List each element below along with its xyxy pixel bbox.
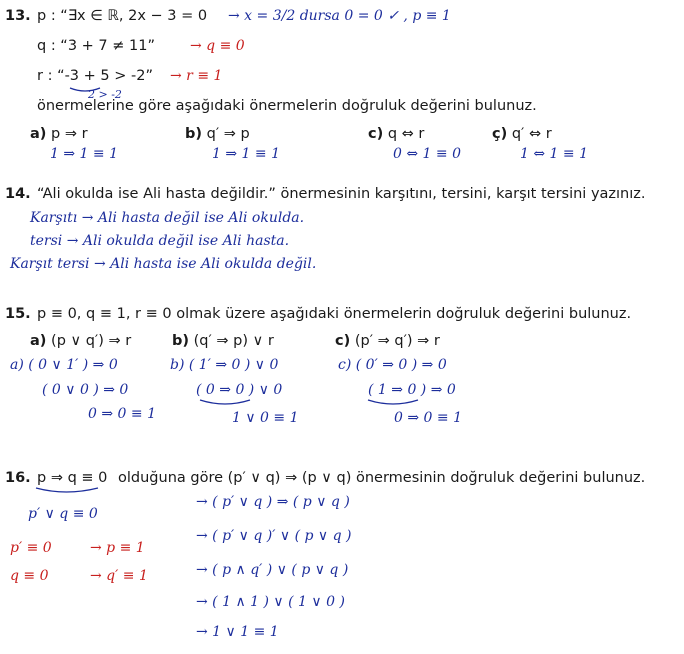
option-label: a) — [30, 333, 47, 349]
option-label: c) — [335, 333, 351, 349]
q16-left-step-4: q ≡ 0 — [10, 568, 49, 584]
q13-instruction: önermelerine göre aşağıdaki önermelerin doğruluk değerini bulunuz. — [37, 98, 537, 114]
underline-stroke — [200, 400, 250, 404]
option-expr: q′ ⇒ p — [206, 126, 250, 142]
q16-right-step-2: → ( p′ ∨ q )′ ∨ ( p ∨ q ) — [196, 528, 352, 544]
option-label: a) — [30, 126, 47, 142]
q13-answer-b: 1 ⇒ 1 ≡ 1 — [212, 146, 280, 162]
q16-right-step-1: → ( p′ ∨ q ) ⇒ ( p ∨ q ) — [196, 494, 350, 510]
q15-option-c — [335, 333, 440, 349]
q15-b-step-2: ( 0 ⇒ 0 ) ∨ 0 — [196, 382, 283, 398]
option-expr: (q′ ⇒ p) ∨ r — [193, 333, 274, 349]
q13-answer-cc: 1 ⇔ 1 ≡ 1 — [520, 146, 588, 162]
option-expr: q′ ⇔ r — [511, 126, 552, 142]
q14-answer-converse: Karşıtı → Ali hasta değil ise Ali okulda. — [30, 210, 305, 226]
q15-option-a — [30, 333, 131, 349]
q16-right-step-3: → ( p ∧ q′ ) ∨ ( p ∨ q ) — [196, 562, 349, 578]
option-expr: (p ∨ q′) ⇒ r — [51, 333, 132, 349]
q13-number: 13. — [5, 8, 31, 24]
q13-answer-a: 1 ⇒ 1 ≡ 1 — [50, 146, 118, 162]
option-label: ç) — [492, 126, 508, 142]
q16-premise: p ⇒ q ≡ 0 — [37, 470, 108, 486]
option-expr: q ⇔ r — [387, 126, 425, 142]
q15-option-b — [172, 333, 274, 349]
q16-left-step-3: → p ≡ 1 — [90, 540, 145, 556]
q15-c-step-3: 0 ⇒ 0 ≡ 1 — [394, 410, 462, 426]
option-expr: p ⇒ r — [51, 126, 88, 142]
q15-b-step-1: b) ( 1′ ⇒ 0 ) ∨ 0 — [170, 357, 279, 373]
q16-number: 16. — [5, 470, 31, 486]
q16-left-step-2: p′ ≡ 0 — [10, 540, 52, 556]
underline-stroke — [368, 400, 418, 404]
q13-r-subnote: 2 > -2 — [88, 88, 122, 101]
option-label: b) — [172, 333, 190, 349]
underline-stroke — [36, 488, 98, 492]
option-label: b) — [185, 126, 203, 142]
q16-right-step-4: → ( 1 ∧ 1 ) ∨ ( 1 ∨ 0 ) — [196, 594, 345, 610]
q15-b-step-3: 1 ∨ 0 ≡ 1 — [232, 410, 299, 426]
q15-a-step-3: 0 ⇒ 0 ≡ 1 — [88, 406, 156, 422]
q13-q-note: → q ≡ 0 — [190, 38, 245, 54]
q15-c-step-1: c) ( 0′ ⇒ 0 ) ⇒ 0 — [338, 357, 447, 373]
q15-a-step-2: ( 0 ∨ 0 ) ⇒ 0 — [42, 382, 129, 398]
q13-option-a — [30, 126, 88, 142]
q13-r-note: → r ≡ 1 — [170, 68, 223, 84]
q13-q-statement: q : “3 + 7 ≠ 11” — [37, 38, 155, 54]
q13-answer-c: 0 ⇔ 1 ≡ 0 — [393, 146, 461, 162]
q13-option-cc — [492, 126, 552, 142]
q13-r-statement: r : “-3 + 5 > -2” — [37, 68, 153, 84]
q16-left-step-1: p′ ∨ q ≡ 0 — [28, 506, 98, 522]
q13-option-c — [368, 126, 424, 142]
option-label: c) — [368, 126, 384, 142]
option-expr: (p′ ⇒ q′) ⇒ r — [354, 333, 440, 349]
q15-a-step-1: a) ( 0 ∨ 1′ ) ⇒ 0 — [10, 357, 118, 373]
q13-option-b — [185, 126, 250, 142]
q15-question: p ≡ 0, q ≡ 1, r ≡ 0 olmak üzere aşağıdaki önermelerin doğruluk değerini bulunuz. — [37, 306, 632, 322]
q13-p-statement: p : “∃x ∈ ℝ, 2x − 3 = 0 — [37, 8, 208, 24]
q13-p-note: → x = 3/2 dursa 0 = 0 ✓ , p ≡ 1 — [228, 8, 451, 24]
q14-answer-contrapositive: Karşıt tersi → Ali hasta ise Ali okulda değil. — [10, 256, 317, 272]
q14-question: “Ali okulda ise Ali hasta değildir.” önermesinin karşıtını, tersini, karşıt tersini yazınız. — [37, 186, 646, 202]
q14-number: 14. — [5, 186, 31, 202]
q16-right-step-5: → 1 ∨ 1 ≡ 1 — [196, 624, 279, 640]
q14-answer-inverse: tersi → Ali okulda değil ise Ali hasta. — [30, 233, 290, 249]
q15-c-step-2: ( 1 ⇒ 0 ) ⇒ 0 — [368, 382, 456, 398]
q16-left-step-5: → q′ ≡ 1 — [90, 568, 148, 584]
q16-question: olduğuna göre (p′ ∨ q) ⇒ (p ∨ q) önermesinin doğruluk değerini bulunuz. — [118, 470, 646, 486]
q15-number: 15. — [5, 306, 31, 322]
